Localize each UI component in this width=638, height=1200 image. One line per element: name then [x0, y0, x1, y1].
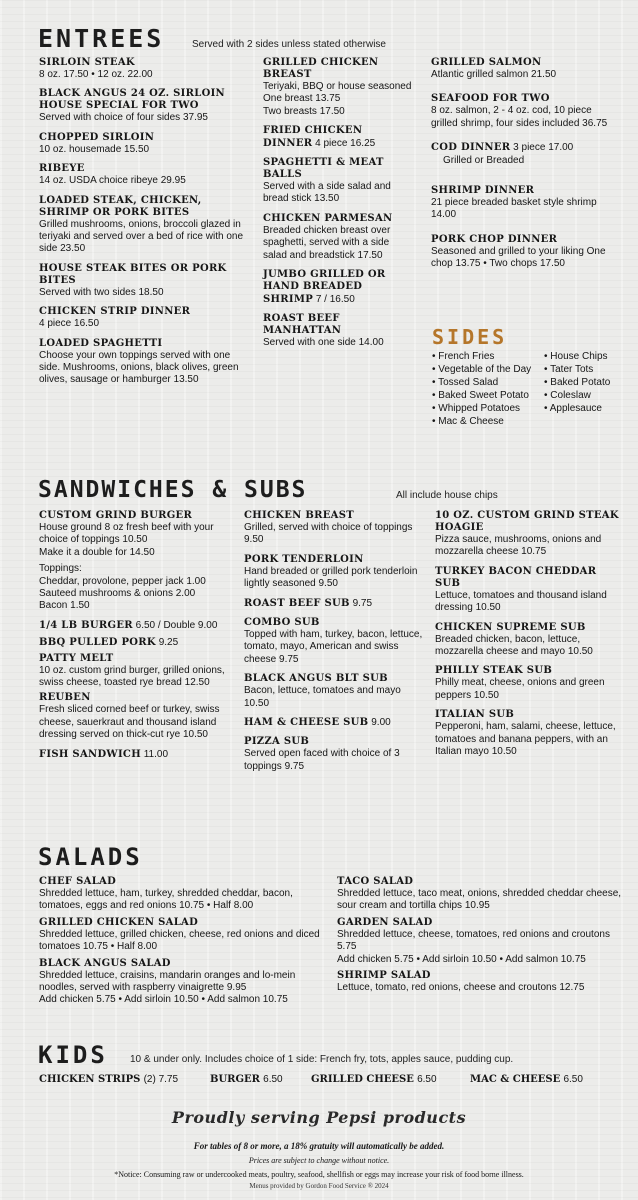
item-desc: Seasoned and grilled to your liking One chop 13.75 • Two chops 17.50 [431, 245, 606, 270]
item-price: 11.00 [143, 748, 169, 760]
item-desc: Atlantic grilled salmon 21.50 [431, 69, 557, 80]
item-name: COMBO SUB [244, 617, 320, 629]
sandwiches-column-2 [244, 510, 424, 780]
menu-item [39, 876, 331, 913]
item-price: 9.00 [371, 717, 391, 729]
item-name: PORK TENDERLOIN [244, 553, 364, 565]
item-price: 6.50 [563, 1074, 583, 1085]
item-desc: Sauteed mushrooms & onions 2.00 [39, 588, 196, 600]
item-desc: Add chicken 5.75 • Add sirloin 10.50 • Add salmon 10.75 [337, 953, 586, 965]
item-name: HAM & CHEESE SUB [244, 717, 369, 729]
item-desc: 4 piece 16.50 [39, 318, 100, 330]
sides-list-right [544, 350, 634, 415]
item-name: PATTY MELT [39, 652, 114, 664]
item-desc: House ground 8 oz fresh beef with your choice of toppings 10.50 [39, 522, 214, 546]
item-price: 6.50 [263, 1074, 283, 1085]
item-desc: Served open faced with choice of 3 toppings 9.75 [244, 748, 400, 772]
item-name: LOADED STEAK, CHICKEN, SHRIMP OR PORK BITES [39, 194, 202, 218]
item-desc: Topped with ham, turkey, bacon, lettuce, tomato, mayo, American and swiss cheese 9.75 [244, 629, 423, 665]
item-name: CHICKEN STRIP DINNER [39, 306, 191, 318]
item-desc: Fresh sliced corned beef or turkey, swiss cheese, sauerkraut and thousand island dressing served on thick-cut rye 10.50 [39, 704, 220, 741]
sides-title: SIDES [432, 325, 508, 349]
item-name: CHICKEN SUPREME SUB [435, 621, 586, 633]
item-desc: Pepperoni, ham, salami, cheese, lettuce, tomatoes and banana peppers, with an Italian mayo 10.50 [435, 721, 616, 758]
menu-item [39, 57, 251, 81]
menu-item [263, 157, 413, 206]
menu-item [431, 93, 621, 130]
side-item: • French Fries [432, 350, 544, 363]
item-desc: Teriyaki, BBQ or house seasoned [263, 81, 412, 92]
item-name: PHILLY STEAK SUB [435, 665, 553, 677]
menu-item [244, 598, 424, 610]
item-desc: Served with one side 14.00 [263, 337, 384, 349]
side-item: • Baked Sweet Potato [432, 389, 544, 402]
menu-item [431, 185, 621, 222]
menu-item [263, 213, 413, 262]
menu-item [39, 620, 235, 632]
side-item: • Whipped Potatoes [432, 402, 544, 415]
item-desc: Lettuce, tomato, red onions, cheese and croutons 12.75 [337, 982, 585, 994]
menu-item [337, 970, 625, 994]
item-desc: Pizza sauce, mushrooms, onions and mozzarella cheese 10.75 [435, 534, 602, 558]
item-desc: Lettuce, tomatoes and thousand island dressing 10.50 [435, 589, 607, 614]
item-desc: Choose your own toppings served with one side. Mushrooms, onions, black olives, green olives, sausage or hamburger 13.50 [39, 349, 239, 386]
item-price: (2) 7.75 [143, 1074, 179, 1085]
item-desc: Served with a side salad and bread stick 13.50 [263, 181, 391, 205]
item-desc: Shredded lettuce, craisins, mandarin oranges and lo-mein noodles, served with raspberry vinaigrette 9.95 [39, 969, 296, 994]
menu-item [39, 306, 251, 330]
sandwiches-title: SANDWICHES & SUBS [38, 477, 308, 503]
item-name: GRILLED CHEESE [311, 1074, 414, 1085]
menu-item [39, 132, 251, 156]
side-item: • Coleslaw [544, 389, 634, 402]
item-name: COD DINNER [431, 142, 511, 154]
item-desc: Shredded lettuce, cheese, tomatoes, red onions and croutons 5.75 [337, 928, 610, 953]
kids-title: KIDS [38, 1041, 108, 1069]
item-name: ROAST BEEF MANHATTAN [263, 313, 342, 337]
item-desc: Make it a double for 14.50 [39, 546, 155, 558]
item-name: 10 OZ. CUSTOM GRIND STEAK HOAGIE [435, 510, 619, 533]
entrees-column-1 [39, 57, 251, 394]
item-desc: Served with choice of four sides 37.95 [39, 112, 208, 124]
item-desc: Breaded chicken breast over spaghetti, served with a side salad and breadstick 17.50 [263, 224, 391, 261]
menu-item [39, 917, 331, 954]
item-name: GARDEN SALAD [337, 916, 433, 928]
sandwiches-subtitle: All include house chips [396, 490, 498, 501]
item-desc: Shredded lettuce, taco meat, onions, shredded cheddar cheese, sour cream and tortilla chips 10.95 [337, 888, 622, 912]
menu-item [244, 554, 424, 591]
health-notice: *Notice: Consuming raw or undercooked meats, poultry, seafood, shellfish or eggs may increase your risk of food borne illness. [114, 1170, 524, 1179]
item-name: 1/4 LB BURGER [39, 619, 133, 631]
prices-note: Prices are subject to change without notice. [248, 1156, 390, 1165]
item-name: CHICKEN STRIPS [39, 1074, 141, 1085]
item-name: FRIED CHICKEN DINNER [263, 125, 363, 149]
salads-title: SALADS [38, 843, 143, 871]
item-desc: 14 oz. USDA choice ribeye 29.95 [39, 175, 186, 187]
menu-item [39, 195, 251, 256]
menu-item [39, 338, 251, 387]
item-name: GRILLED CHICKEN SALAD [39, 916, 199, 928]
menu-item [435, 709, 621, 758]
side-item: • Tater Tots [544, 363, 634, 376]
menu-item [39, 163, 251, 187]
menu-credit: Menus provided by Gordon Food Service ® 2024 [249, 1182, 389, 1190]
item-name: SIRLOIN STEAK [39, 57, 135, 68]
kids-item [39, 1074, 178, 1085]
side-item: • Baked Potato [544, 376, 634, 389]
menu-item [244, 617, 424, 666]
entrees-title: ENTREES [38, 24, 165, 53]
menu-item [263, 269, 413, 306]
menu-item [244, 673, 424, 710]
item-desc: Grilled, served with choice of toppings 9.50 [244, 522, 413, 546]
item-name: CHICKEN BREAST [244, 510, 354, 521]
menu-item [263, 313, 413, 349]
item-desc: Bacon 1.50 [39, 600, 90, 612]
item-name: CHEF SALAD [39, 876, 117, 887]
entrees-subtitle: Served with 2 sides unless stated otherwise [192, 39, 386, 50]
item-name: SEAFOOD FOR TWO [431, 93, 550, 105]
kids-item [311, 1074, 437, 1085]
item-name: PIZZA SUB [244, 736, 310, 748]
item-price: 7 / 16.50 [315, 293, 355, 305]
item-name: BURGER [210, 1074, 260, 1085]
item-name: REUBEN [39, 692, 91, 704]
menu-item [337, 917, 625, 966]
menu-item [244, 510, 424, 547]
item-desc: Shredded lettuce, grilled chicken, cheese, red onions and diced tomatoes 10.75 • Half 8.00 [39, 928, 320, 953]
item-desc: Shredded lettuce, ham, turkey, shredded cheddar, bacon, tomatoes, eggs and red onions 10.75 • Half 8.00 [39, 888, 293, 912]
item-name: ITALIAN SUB [435, 709, 515, 721]
menu-item [39, 653, 235, 690]
item-desc: 21 piece breaded basket style shrimp 14.00 [431, 197, 597, 221]
item-name: JUMBO GRILLED OR HAND BREADED SHRIMP [263, 269, 386, 305]
item-price: 6.50 [417, 1074, 437, 1085]
item-name: TACO SALAD [337, 876, 414, 887]
item-price: 3 piece 17.00 [513, 142, 574, 154]
item-name: GRILLED SALMON [431, 57, 542, 68]
menu-item [39, 692, 235, 741]
item-desc: Philly meat, cheese, onions and green peppers 10.50 [435, 677, 605, 701]
item-desc: 8 oz. 17.50 • 12 oz. 22.00 [39, 69, 153, 80]
menu-item [39, 958, 331, 1007]
item-name: SHRIMP DINNER [431, 185, 535, 197]
item-name: GRILLED CHICKEN BREAST [263, 57, 379, 80]
item-price: 9.75 [352, 597, 373, 609]
side-item: • Vegetable of the Day [432, 363, 544, 376]
item-name: BBQ PULLED PORK [39, 637, 156, 649]
item-name: HOUSE STEAK BITES OR PORK BITES [39, 262, 227, 286]
kids-item [470, 1074, 583, 1085]
item-name: BLACK ANGUS BLT SUB [244, 673, 388, 685]
item-name: PORK CHOP DINNER [431, 233, 558, 245]
menu-item [263, 125, 413, 150]
item-price: 6.50 / Double 9.00 [135, 619, 218, 631]
side-item: • Tossed Salad [432, 376, 544, 389]
item-desc: Breaded chicken, bacon, lettuce, mozzarella cheese and mayo 10.50 [435, 633, 593, 658]
side-item: • Applesauce [544, 402, 634, 415]
menu-item [39, 637, 235, 649]
item-name: LOADED SPAGHETTI [39, 337, 163, 349]
item-desc: Two breasts 17.50 [263, 105, 345, 117]
item-name: SPAGHETTI & MEAT BALLS [263, 157, 384, 181]
side-item: • Mac & Cheese [432, 415, 544, 428]
menu-item [263, 57, 413, 118]
item-name: FISH SANDWICH [39, 748, 141, 760]
gratuity-note: For tables of 8 or more, a 18% gratuity will automatically be added. [193, 1141, 445, 1151]
menu-item [39, 749, 235, 761]
item-name: CHICKEN PARMESAN [263, 212, 393, 224]
pepsi-line: Proudly serving Pepsi products [171, 1108, 467, 1127]
item-desc: 10 oz. housemade 15.50 [39, 143, 150, 155]
menu-item [431, 234, 621, 271]
item-desc: Add chicken 5.75 • Add sirloin 10.50 • Add salmon 10.75 [39, 994, 288, 1006]
menu-item [39, 263, 251, 299]
item-desc: 8 oz. salmon, 2 - 4 oz. cod, 10 piece grilled shrimp, four sides included 36.75 [431, 105, 608, 129]
menu-item [435, 622, 621, 659]
item-desc: Served with two sides 18.50 [39, 286, 164, 298]
item-name: CHOPPED SIRLOIN [39, 131, 155, 143]
menu-item [244, 717, 424, 729]
item-desc: Grilled mushrooms, onions, broccoli glazed in teriyaki and served over a bed of rice with one side 23.50 [39, 218, 243, 255]
item-price: 4 piece 16.25 [315, 137, 376, 149]
sandwiches-column-1 [39, 510, 235, 768]
salads-column-2 [337, 876, 625, 1001]
item-name: ROAST BEEF SUB [244, 597, 350, 609]
menu-item [337, 876, 625, 913]
item-desc: Grilled or Breaded [443, 154, 525, 166]
item-name: MAC & CHEESE [470, 1074, 561, 1085]
item-name: BLACK ANGUS SALAD [39, 957, 171, 969]
salads-column-1 [39, 876, 331, 1014]
item-name: RIBEYE [39, 163, 85, 175]
menu-item [435, 665, 621, 702]
sides-list-left [432, 350, 544, 428]
menu-item [39, 88, 251, 124]
side-item: • House Chips [544, 350, 634, 363]
menu-item [244, 736, 424, 773]
sandwiches-column-3 [435, 510, 621, 765]
item-desc: 10 oz. custom grind burger, grilled onions, swiss cheese, toasted rye bread 12.50 [39, 664, 225, 689]
menu-item [435, 510, 621, 559]
menu-item [431, 57, 621, 81]
item-desc: Cheddar, provolone, pepper jack 1.00 [39, 575, 206, 587]
menu-item [435, 566, 621, 615]
toppings-block [39, 563, 235, 613]
item-desc: Bacon, lettuce, tomatoes and mayo 10.50 [244, 685, 401, 709]
kids-item [210, 1074, 283, 1085]
item-name: TURKEY BACON CHEDDAR SUB [435, 565, 597, 589]
item-desc: Toppings: [39, 563, 82, 575]
item-name: CUSTOM GRIND BURGER [39, 510, 193, 521]
menu-item [431, 142, 621, 167]
item-name: SHRIMP SALAD [337, 970, 431, 982]
kids-subtitle: 10 & under only. Includes choice of 1 side: French fry, tots, apples sauce, pudding cup. [130, 1054, 514, 1065]
item-price: 9.25 [158, 637, 179, 649]
entrees-column-3 [431, 57, 621, 278]
item-desc: Hand breaded or grilled pork tenderloin lightly seasoned 9.50 [244, 565, 418, 590]
item-name: BLACK ANGUS 24 OZ. SIRLOIN HOUSE SPECIAL FOR TWO [39, 88, 226, 112]
entrees-column-2 [263, 57, 413, 357]
menu-item [39, 510, 235, 559]
item-desc: One breast 13.75 [263, 93, 341, 105]
